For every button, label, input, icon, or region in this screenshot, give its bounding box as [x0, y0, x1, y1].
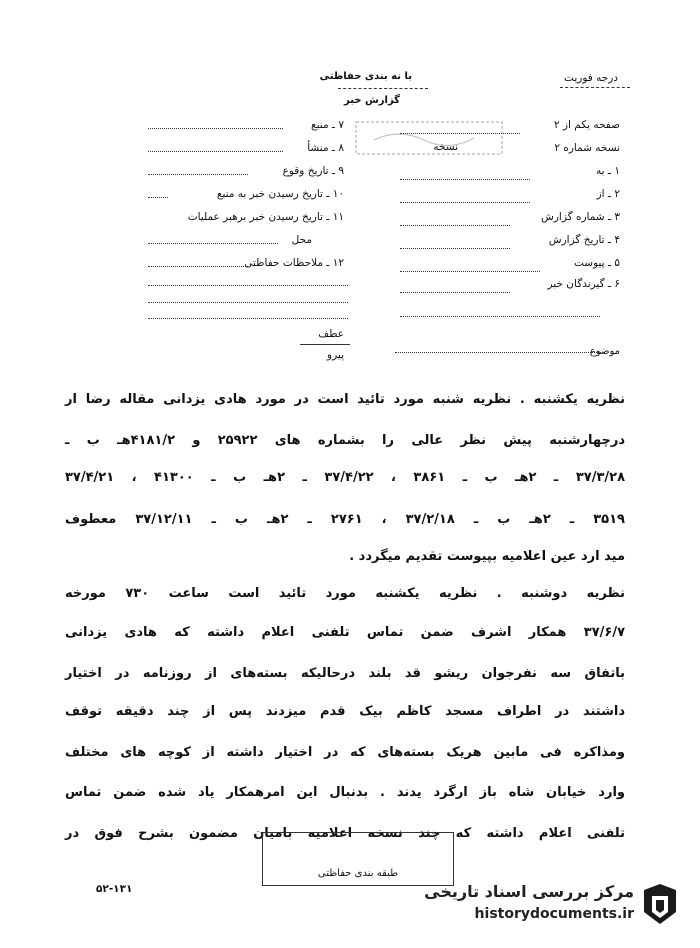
urgency-rule — [560, 87, 630, 88]
right-dots-2 — [400, 179, 530, 180]
field-source: ۷ ـ منبع — [311, 119, 344, 131]
body-line-10: ومذاکره فی مابین هریک بسته‌های که در اختیار داشته از کوچه های مختلف — [65, 745, 625, 760]
body-line-2: درچهارشنبه پیش نظر عالی را بشماره های ۲۵۹۲۲ و ۴۱۸۱/۲هـ ب ـ — [65, 433, 626, 448]
field-report-date: ۴ ـ تاریخ گزارش — [548, 234, 620, 246]
subject-dots — [395, 352, 605, 353]
right-dots-6 — [400, 271, 540, 272]
page-code: ۵۲-۱۳۱ — [96, 883, 133, 895]
copy-label: نسخه — [433, 141, 458, 153]
subject-divider — [300, 344, 350, 345]
right-dots-3 — [400, 202, 530, 203]
subject-peyro: پیرو — [327, 349, 344, 361]
subject-atf: عطف — [318, 328, 344, 340]
right-dots-8 — [400, 316, 600, 317]
field-occurrence-date: ۹ ـ تاریخ وقوع — [282, 165, 344, 177]
field-from: ۲ ـ از — [596, 188, 620, 200]
classification-top: با نه بندی حفاظتی — [319, 71, 412, 82]
field-report-number: ۳ ـ شماره گزارش — [541, 211, 620, 223]
body-line-9: داشتند در اطراف مسجد کاظم بیک قدم میزدند پس از چند دقیقه توقف — [65, 704, 625, 719]
body-line-4: ۳۵۱۹ ـ ۲هـ ب ـ ۳۷/۲/۱۸ ، ۲۷۶۱ ـ ۲هـ ب ـ ۳۷/۱۲/۱۱ معطوف — [65, 512, 625, 527]
left-dots-9 — [148, 318, 348, 319]
body-line-1: نظریه یکشنبه . نظریه شنبه مورد تائید است در مورد هادی یزدانی مقاله رضا ار — [65, 392, 625, 407]
left-dots-8 — [148, 302, 348, 303]
left-dots-6 — [148, 266, 248, 267]
classification-stamp-label: طبقه بندی حفاظتی — [317, 868, 399, 879]
field-origin: ۸ ـ منشأ — [307, 142, 344, 154]
body-line-7: ۳۷/۶/۷ همکار اشرف ضمن تماس تلفنی اعلام داشته که هادی یزدانی — [65, 625, 625, 640]
body-line-6: نظریه دوشنبه . نظریه یکشنبه مورد تائید است ساعت ۷۳۰ مورخه — [65, 586, 625, 601]
archive-logo-icon — [640, 882, 680, 926]
right-dots-5 — [400, 248, 510, 249]
body-line-8: باتفاق سه نفرجوان ریشو قد بلند درحالیکه بسته‌های از روزنامه در اختیار — [65, 666, 625, 681]
watermark-title: مرکز بررسی اسناد تاریخی — [424, 882, 634, 901]
field-date-to-source: ۱۰ ـ تاریخ رسیدن خبر به منبع — [216, 188, 344, 200]
field-attachment: ۵ ـ پیوست — [573, 257, 620, 269]
field-date-to-leader: ۱۱ ـ تاریخ رسیدن خبر برهبر عملیات — [187, 211, 344, 223]
subject-label: موضوع — [589, 346, 620, 357]
field-to: ۱ ـ به — [596, 165, 620, 177]
doc-type-title: گزارش خبر — [343, 95, 400, 106]
left-dots-3 — [148, 174, 248, 175]
watermark-url: historydocuments.ir — [474, 906, 634, 922]
left-dots-2 — [148, 151, 283, 152]
copy-number: نسخه شماره ۲ — [554, 142, 620, 154]
body-line-3: ۳۷/۳/۲۸ ـ ۲هـ ب ـ ۳۸۶۱ ، ۳۷/۴/۲۲ ـ ۲هـ ب ـ ۴۱۳۰۰ ، ۳۷/۴/۲۱ — [65, 470, 626, 485]
right-dots-7 — [400, 292, 510, 293]
left-dots-5 — [148, 243, 278, 244]
right-dots-4 — [400, 225, 510, 226]
left-dots-7 — [148, 285, 348, 286]
page-count: صفحه یکم از ۲ — [554, 119, 620, 131]
body-line-5: مید ارد عین اعلامیه بپیوست تقدیم میگردد . — [349, 549, 625, 564]
field-recipients: ۶ ـ گیرندگان خبر — [547, 278, 620, 290]
field-security-notes: ۱۲ ـ ملاحظات حفاظتی — [244, 257, 344, 269]
title-rule — [338, 88, 428, 89]
faded-seal-stamp — [354, 120, 504, 156]
urgency-label: درجه فوریت — [564, 72, 618, 84]
watermark — [396, 878, 686, 930]
field-location: محل — [291, 234, 312, 246]
left-dots-4 — [148, 197, 168, 198]
body-line-11: وارد خیابان شاه باز ارگرد یدند . بدنبال این امرهمکار یاد شده ضمن تماس — [65, 785, 625, 800]
body-line-12: تلفنی اعلام داشته که چند نسخه اعلامیه بامیان مضمون بشرح فوق در — [65, 826, 625, 841]
left-dots-1 — [148, 128, 283, 129]
